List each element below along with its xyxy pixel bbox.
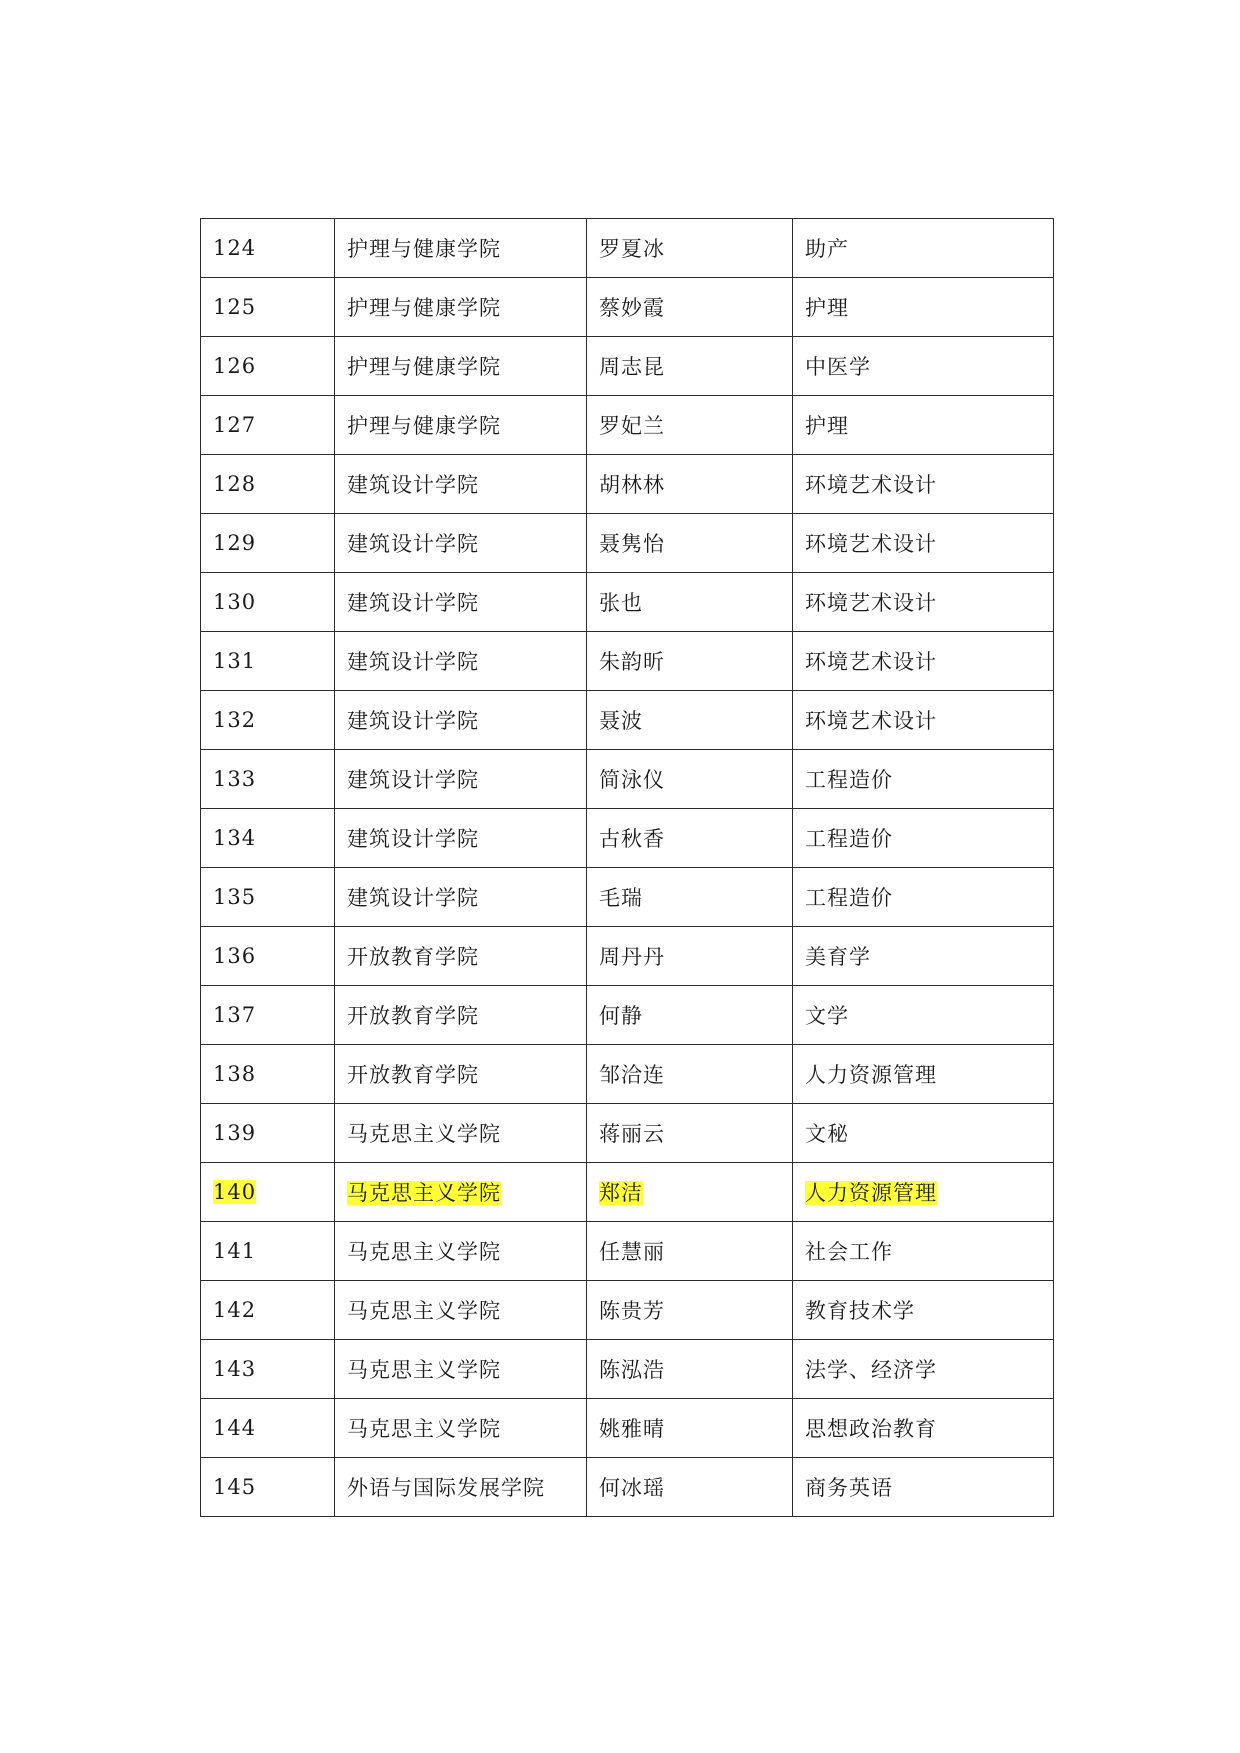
major-text: 工程造价 — [805, 886, 893, 910]
table-row — [201, 1045, 1054, 1104]
table-row — [201, 1163, 1054, 1222]
name-cell — [587, 927, 793, 986]
major-cell — [793, 337, 1054, 396]
major-text: 工程造价 — [805, 827, 893, 851]
major-text: 助产 — [805, 237, 849, 261]
college-text: 护理与健康学院 — [347, 414, 501, 438]
major-text: 护理 — [805, 414, 849, 438]
college-text: 马克思主义学院 — [347, 1181, 501, 1205]
name-text: 简泳仪 — [599, 768, 665, 792]
name-cell — [587, 219, 793, 278]
name-text: 聂波 — [599, 709, 643, 733]
major-text: 美育学 — [805, 945, 871, 969]
table-row — [201, 809, 1054, 868]
major-cell — [793, 927, 1054, 986]
college-cell — [335, 868, 587, 927]
name-cell — [587, 1104, 793, 1163]
college-cell — [335, 573, 587, 632]
name-text: 何冰瑶 — [599, 1476, 665, 1500]
name-cell — [587, 1458, 793, 1517]
major-text: 环境艺术设计 — [805, 709, 937, 733]
row-number-text: 145 — [213, 1475, 257, 1499]
name-text: 聂隽怡 — [599, 532, 665, 556]
roster-table-body — [201, 219, 1054, 1517]
name-text: 何静 — [599, 1004, 643, 1028]
major-cell — [793, 632, 1054, 691]
name-cell — [587, 1163, 793, 1222]
major-text: 法学、经济学 — [805, 1358, 937, 1382]
row-number-cell — [201, 750, 335, 809]
major-text: 商务英语 — [805, 1476, 893, 1500]
college-cell — [335, 1399, 587, 1458]
name-cell — [587, 337, 793, 396]
row-number-cell — [201, 1163, 335, 1222]
major-text: 思想政治教育 — [805, 1417, 937, 1441]
row-number-cell — [201, 809, 335, 868]
major-cell — [793, 986, 1054, 1045]
college-text: 马克思主义学院 — [347, 1240, 501, 1264]
row-number-cell — [201, 632, 335, 691]
name-text: 任慧丽 — [599, 1240, 665, 1264]
college-text: 建筑设计学院 — [347, 650, 479, 674]
major-text: 护理 — [805, 296, 849, 320]
college-cell — [335, 1104, 587, 1163]
major-text: 人力资源管理 — [805, 1063, 937, 1087]
name-cell — [587, 514, 793, 573]
college-text: 护理与健康学院 — [347, 296, 501, 320]
name-text: 罗妃兰 — [599, 414, 665, 438]
name-text: 郑洁 — [599, 1181, 643, 1205]
major-cell — [793, 1281, 1054, 1340]
major-text: 社会工作 — [805, 1240, 893, 1264]
college-text: 马克思主义学院 — [347, 1417, 501, 1441]
row-number-text: 141 — [213, 1239, 257, 1263]
table-row — [201, 455, 1054, 514]
table-row — [201, 986, 1054, 1045]
major-text: 中医学 — [805, 355, 871, 379]
row-number-text: 125 — [213, 295, 257, 319]
major-cell — [793, 219, 1054, 278]
college-cell — [335, 455, 587, 514]
row-number-text: 139 — [213, 1121, 257, 1145]
row-number-cell — [201, 514, 335, 573]
row-number-text: 136 — [213, 944, 257, 968]
roster-table — [200, 218, 1054, 1517]
table-row — [201, 1340, 1054, 1399]
major-cell — [793, 868, 1054, 927]
row-number-text: 137 — [213, 1003, 257, 1027]
major-cell — [793, 573, 1054, 632]
row-number-text: 138 — [213, 1062, 257, 1086]
name-text: 蒋丽云 — [599, 1122, 665, 1146]
college-cell — [335, 1340, 587, 1399]
college-text: 建筑设计学院 — [347, 827, 479, 851]
college-text: 建筑设计学院 — [347, 473, 479, 497]
college-cell — [335, 1281, 587, 1340]
row-number-cell — [201, 455, 335, 514]
major-cell — [793, 1458, 1054, 1517]
major-text: 教育技术学 — [805, 1299, 915, 1323]
major-cell — [793, 809, 1054, 868]
college-cell — [335, 1045, 587, 1104]
college-text: 开放教育学院 — [347, 1004, 479, 1028]
college-text: 马克思主义学院 — [347, 1122, 501, 1146]
row-number-cell — [201, 868, 335, 927]
major-cell — [793, 514, 1054, 573]
name-text: 胡林林 — [599, 473, 665, 497]
major-cell — [793, 1222, 1054, 1281]
college-text: 建筑设计学院 — [347, 768, 479, 792]
college-cell — [335, 809, 587, 868]
name-text: 姚雅晴 — [599, 1417, 665, 1441]
major-cell — [793, 1045, 1054, 1104]
table-row — [201, 632, 1054, 691]
row-number-text: 128 — [213, 472, 257, 496]
table-row — [201, 1281, 1054, 1340]
table-row — [201, 219, 1054, 278]
college-text: 建筑设计学院 — [347, 591, 479, 615]
college-cell — [335, 278, 587, 337]
major-text: 工程造价 — [805, 768, 893, 792]
row-number-text: 134 — [213, 826, 257, 850]
name-cell — [587, 632, 793, 691]
table-row — [201, 868, 1054, 927]
college-cell — [335, 750, 587, 809]
major-text: 文学 — [805, 1004, 849, 1028]
major-text: 环境艺术设计 — [805, 532, 937, 556]
row-number-text: 130 — [213, 590, 257, 614]
name-cell — [587, 1222, 793, 1281]
row-number-cell — [201, 1281, 335, 1340]
major-cell — [793, 455, 1054, 514]
name-text: 邹洽连 — [599, 1063, 665, 1087]
college-cell — [335, 632, 587, 691]
row-number-cell — [201, 1399, 335, 1458]
row-number-text: 131 — [213, 649, 257, 673]
college-text: 外语与国际发展学院 — [347, 1476, 545, 1500]
college-cell — [335, 986, 587, 1045]
table-row — [201, 691, 1054, 750]
table-row — [201, 750, 1054, 809]
name-cell — [587, 1399, 793, 1458]
major-cell — [793, 1399, 1054, 1458]
name-text: 罗夏冰 — [599, 237, 665, 261]
table-row — [201, 927, 1054, 986]
table-row — [201, 1104, 1054, 1163]
name-text: 蔡妙霞 — [599, 296, 665, 320]
name-cell — [587, 691, 793, 750]
name-cell — [587, 1045, 793, 1104]
row-number-cell — [201, 1045, 335, 1104]
name-text: 周丹丹 — [599, 945, 665, 969]
major-cell — [793, 278, 1054, 337]
table-row — [201, 1222, 1054, 1281]
college-text: 建筑设计学院 — [347, 886, 479, 910]
college-text: 建筑设计学院 — [347, 709, 479, 733]
row-number-cell — [201, 1104, 335, 1163]
name-text: 陈泓浩 — [599, 1358, 665, 1382]
table-row — [201, 278, 1054, 337]
name-text: 古秋香 — [599, 827, 665, 851]
row-number-cell — [201, 219, 335, 278]
row-number-text: 144 — [213, 1416, 257, 1440]
name-cell — [587, 868, 793, 927]
row-number-text: 143 — [213, 1357, 257, 1381]
major-text: 环境艺术设计 — [805, 591, 937, 615]
row-number-cell — [201, 1222, 335, 1281]
college-cell — [335, 927, 587, 986]
college-text: 开放教育学院 — [347, 1063, 479, 1087]
name-text: 毛瑞 — [599, 886, 643, 910]
row-number-cell — [201, 986, 335, 1045]
row-number-cell — [201, 691, 335, 750]
row-number-text: 132 — [213, 708, 257, 732]
name-cell — [587, 396, 793, 455]
table-row — [201, 337, 1054, 396]
college-cell — [335, 691, 587, 750]
row-number-text: 135 — [213, 885, 257, 909]
row-number-text: 124 — [213, 236, 257, 260]
major-cell — [793, 750, 1054, 809]
row-number-cell — [201, 1458, 335, 1517]
row-number-text: 142 — [213, 1298, 257, 1322]
college-cell — [335, 1458, 587, 1517]
row-number-cell — [201, 1340, 335, 1399]
name-text: 陈贵芳 — [599, 1299, 665, 1323]
row-number-cell — [201, 396, 335, 455]
major-cell — [793, 691, 1054, 750]
row-number-text: 129 — [213, 531, 257, 555]
major-cell — [793, 1340, 1054, 1399]
college-cell — [335, 219, 587, 278]
college-text: 护理与健康学院 — [347, 237, 501, 261]
major-cell — [793, 396, 1054, 455]
major-cell — [793, 1104, 1054, 1163]
name-cell — [587, 809, 793, 868]
college-text: 马克思主义学院 — [347, 1358, 501, 1382]
major-text: 文秘 — [805, 1122, 849, 1146]
college-cell — [335, 337, 587, 396]
name-cell — [587, 573, 793, 632]
row-number-text: 140 — [213, 1180, 257, 1204]
name-cell — [587, 278, 793, 337]
college-text: 建筑设计学院 — [347, 532, 479, 556]
row-number-cell — [201, 337, 335, 396]
table-row — [201, 1458, 1054, 1517]
row-number-text: 126 — [213, 354, 257, 378]
row-number-cell — [201, 573, 335, 632]
major-cell — [793, 1163, 1054, 1222]
college-cell — [335, 1222, 587, 1281]
name-cell — [587, 750, 793, 809]
college-text: 护理与健康学院 — [347, 355, 501, 379]
major-text: 环境艺术设计 — [805, 473, 937, 497]
table-row — [201, 573, 1054, 632]
name-text: 朱韵昕 — [599, 650, 665, 674]
major-text: 环境艺术设计 — [805, 650, 937, 674]
college-cell — [335, 1163, 587, 1222]
college-text: 开放教育学院 — [347, 945, 479, 969]
name-cell — [587, 986, 793, 1045]
table-row — [201, 1399, 1054, 1458]
name-cell — [587, 1340, 793, 1399]
college-cell — [335, 514, 587, 573]
major-text: 人力资源管理 — [805, 1181, 937, 1205]
row-number-text: 133 — [213, 767, 257, 791]
name-cell — [587, 1281, 793, 1340]
table-row — [201, 514, 1054, 573]
row-number-cell — [201, 278, 335, 337]
name-text: 张也 — [599, 591, 643, 615]
name-cell — [587, 455, 793, 514]
name-text: 周志昆 — [599, 355, 665, 379]
row-number-cell — [201, 927, 335, 986]
college-text: 马克思主义学院 — [347, 1299, 501, 1323]
college-cell — [335, 396, 587, 455]
row-number-text: 127 — [213, 413, 257, 437]
table-row — [201, 396, 1054, 455]
